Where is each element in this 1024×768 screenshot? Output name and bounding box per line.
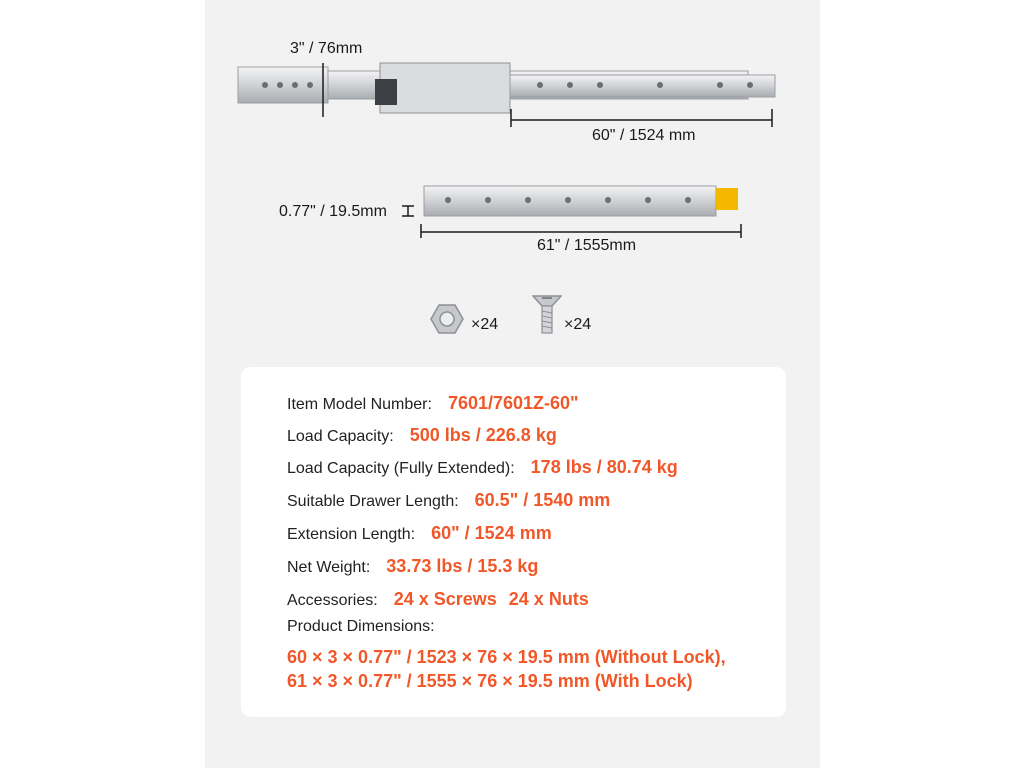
slide-width-label: 3" / 76mm <box>290 40 363 57</box>
nut-icon <box>430 302 464 336</box>
spec-value: 33.73 lbs / 15.3 kg <box>386 556 539 576</box>
spec-row-model <box>287 393 579 414</box>
spec-label: Item Model Number: <box>287 396 432 413</box>
spec-row-load-extended <box>287 457 678 478</box>
spec-row-drawer-length <box>287 490 610 511</box>
spec-label: Net Weight: <box>287 559 371 576</box>
spec-card <box>241 367 786 717</box>
spec-value: 24 x Nuts <box>508 589 589 609</box>
spec-row-weight <box>287 556 538 577</box>
spec-value: 24 x Screws <box>393 589 497 609</box>
extended-slide-image <box>230 55 790 145</box>
screw-count: ×24 <box>564 316 592 333</box>
spec-value: 500 lbs / 226.8 kg <box>409 425 557 445</box>
spec-dimensions-line: 60 × 3 × 0.77" / 1523 × 76 × 19.5 mm (Without Lock), <box>287 647 726 667</box>
nut-count: ×24 <box>471 316 499 333</box>
screw-icon <box>532 292 562 338</box>
spec-label: Product Dimensions: <box>287 618 435 635</box>
spec-label: Accessories: <box>287 592 378 609</box>
spec-label: Load Capacity: <box>287 428 394 445</box>
spec-value: 178 lbs / 80.74 kg <box>530 457 678 477</box>
spec-label: Extension Length: <box>287 526 416 543</box>
spec-value: 60" / 1524 mm <box>431 523 552 543</box>
spec-label: Suitable Drawer Length: <box>287 493 459 510</box>
spec-row-extension <box>287 523 552 544</box>
closed-slide-image <box>398 180 748 240</box>
slide-length-label: 61" / 1555mm <box>537 237 637 254</box>
spec-row-accessories <box>287 589 589 610</box>
spec-row-dimensions <box>287 618 435 636</box>
spec-row-load <box>287 425 557 446</box>
slide-thickness-label: 0.77" / 19.5mm <box>279 203 387 220</box>
spec-value: 7601/7601Z-60" <box>447 393 579 413</box>
extension-length-label: 60" / 1524 mm <box>592 127 696 144</box>
spec-value: 60.5" / 1540 mm <box>474 490 611 510</box>
spec-label: Load Capacity (Fully Extended): <box>287 460 515 477</box>
spec-dimensions-line: 61 × 3 × 0.77" / 1555 × 76 × 19.5 mm (With Lock) <box>287 671 693 691</box>
